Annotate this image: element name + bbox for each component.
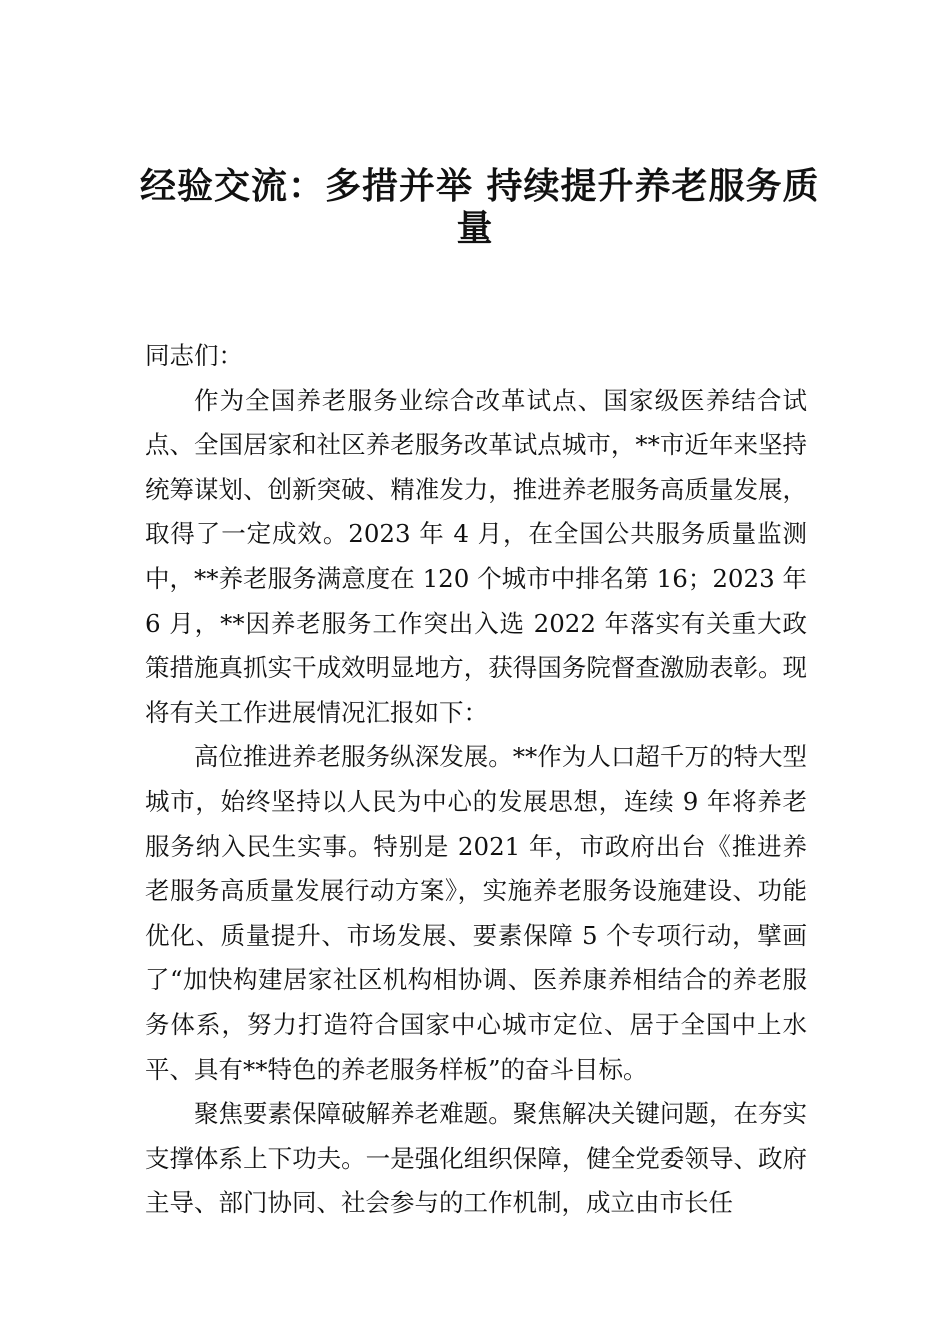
document-body [145, 334, 807, 1226]
paragraph-factor-guarantee [145, 1092, 807, 1226]
paragraph-intro [145, 379, 807, 736]
paragraph-intro-text: 作为全国养老服务业综合改革试点、国家级医养结合试点、全国居家和社区养老服务改革试点城市，**市近年来坚持统筹谋划、创新突破、精准发力，推进养老服务高质量发展，取得了一定成效。2023 年 4 月，在全国公共服务质量监测中，**养老服务满意度在 120 个城市中排名第 16；2023 年 6 月，**因养老服务工作突出入选 2022 年落实有关重大政策措施真抓实干成效明显地方，获得国务院督查激励表彰。现将有关工作进展情况汇报如下： [145, 385, 807, 727]
document-title-line-2: 量 [456, 207, 494, 249]
paragraph-high-level-promotion [145, 735, 807, 1092]
paragraph-text: 聚焦解决关键问题，在夯实支撑体系上下功夫。一是强化组织保障，健全党委领导、政府主导、部门协同、社会参与的工作机制，成立由市长任 [145, 1099, 808, 1218]
paragraph-heading: 聚焦要素保障破解养老难题。 [194, 1099, 513, 1129]
document-title-line-1: 经验交流：多措并举 持续提升养老服务质 [140, 165, 820, 207]
salutation: 同志们： [145, 341, 243, 370]
paragraph-text: **作为人口超千万的特大型城市，始终坚持以人民为中心的发展思想，连续 9 年将养老服务纳入民生实事。特别是 2021 年，市政府出台《推进养老服务高质量发展行动方案》，实施养老服务设施建设、功能优化、质量提升、市场发展、要素保障 5 个专项行动，擘画了“加快构建居家社区机构相协调、医养康养相结合的养老服务体系，努力打造符合国家中心城市定位、居于全国中上水平、具有**特色的养老服务样板”的奋斗目标。 [145, 742, 808, 1084]
paragraph-heading: 高位推进养老服务纵深发展。 [194, 742, 513, 772]
